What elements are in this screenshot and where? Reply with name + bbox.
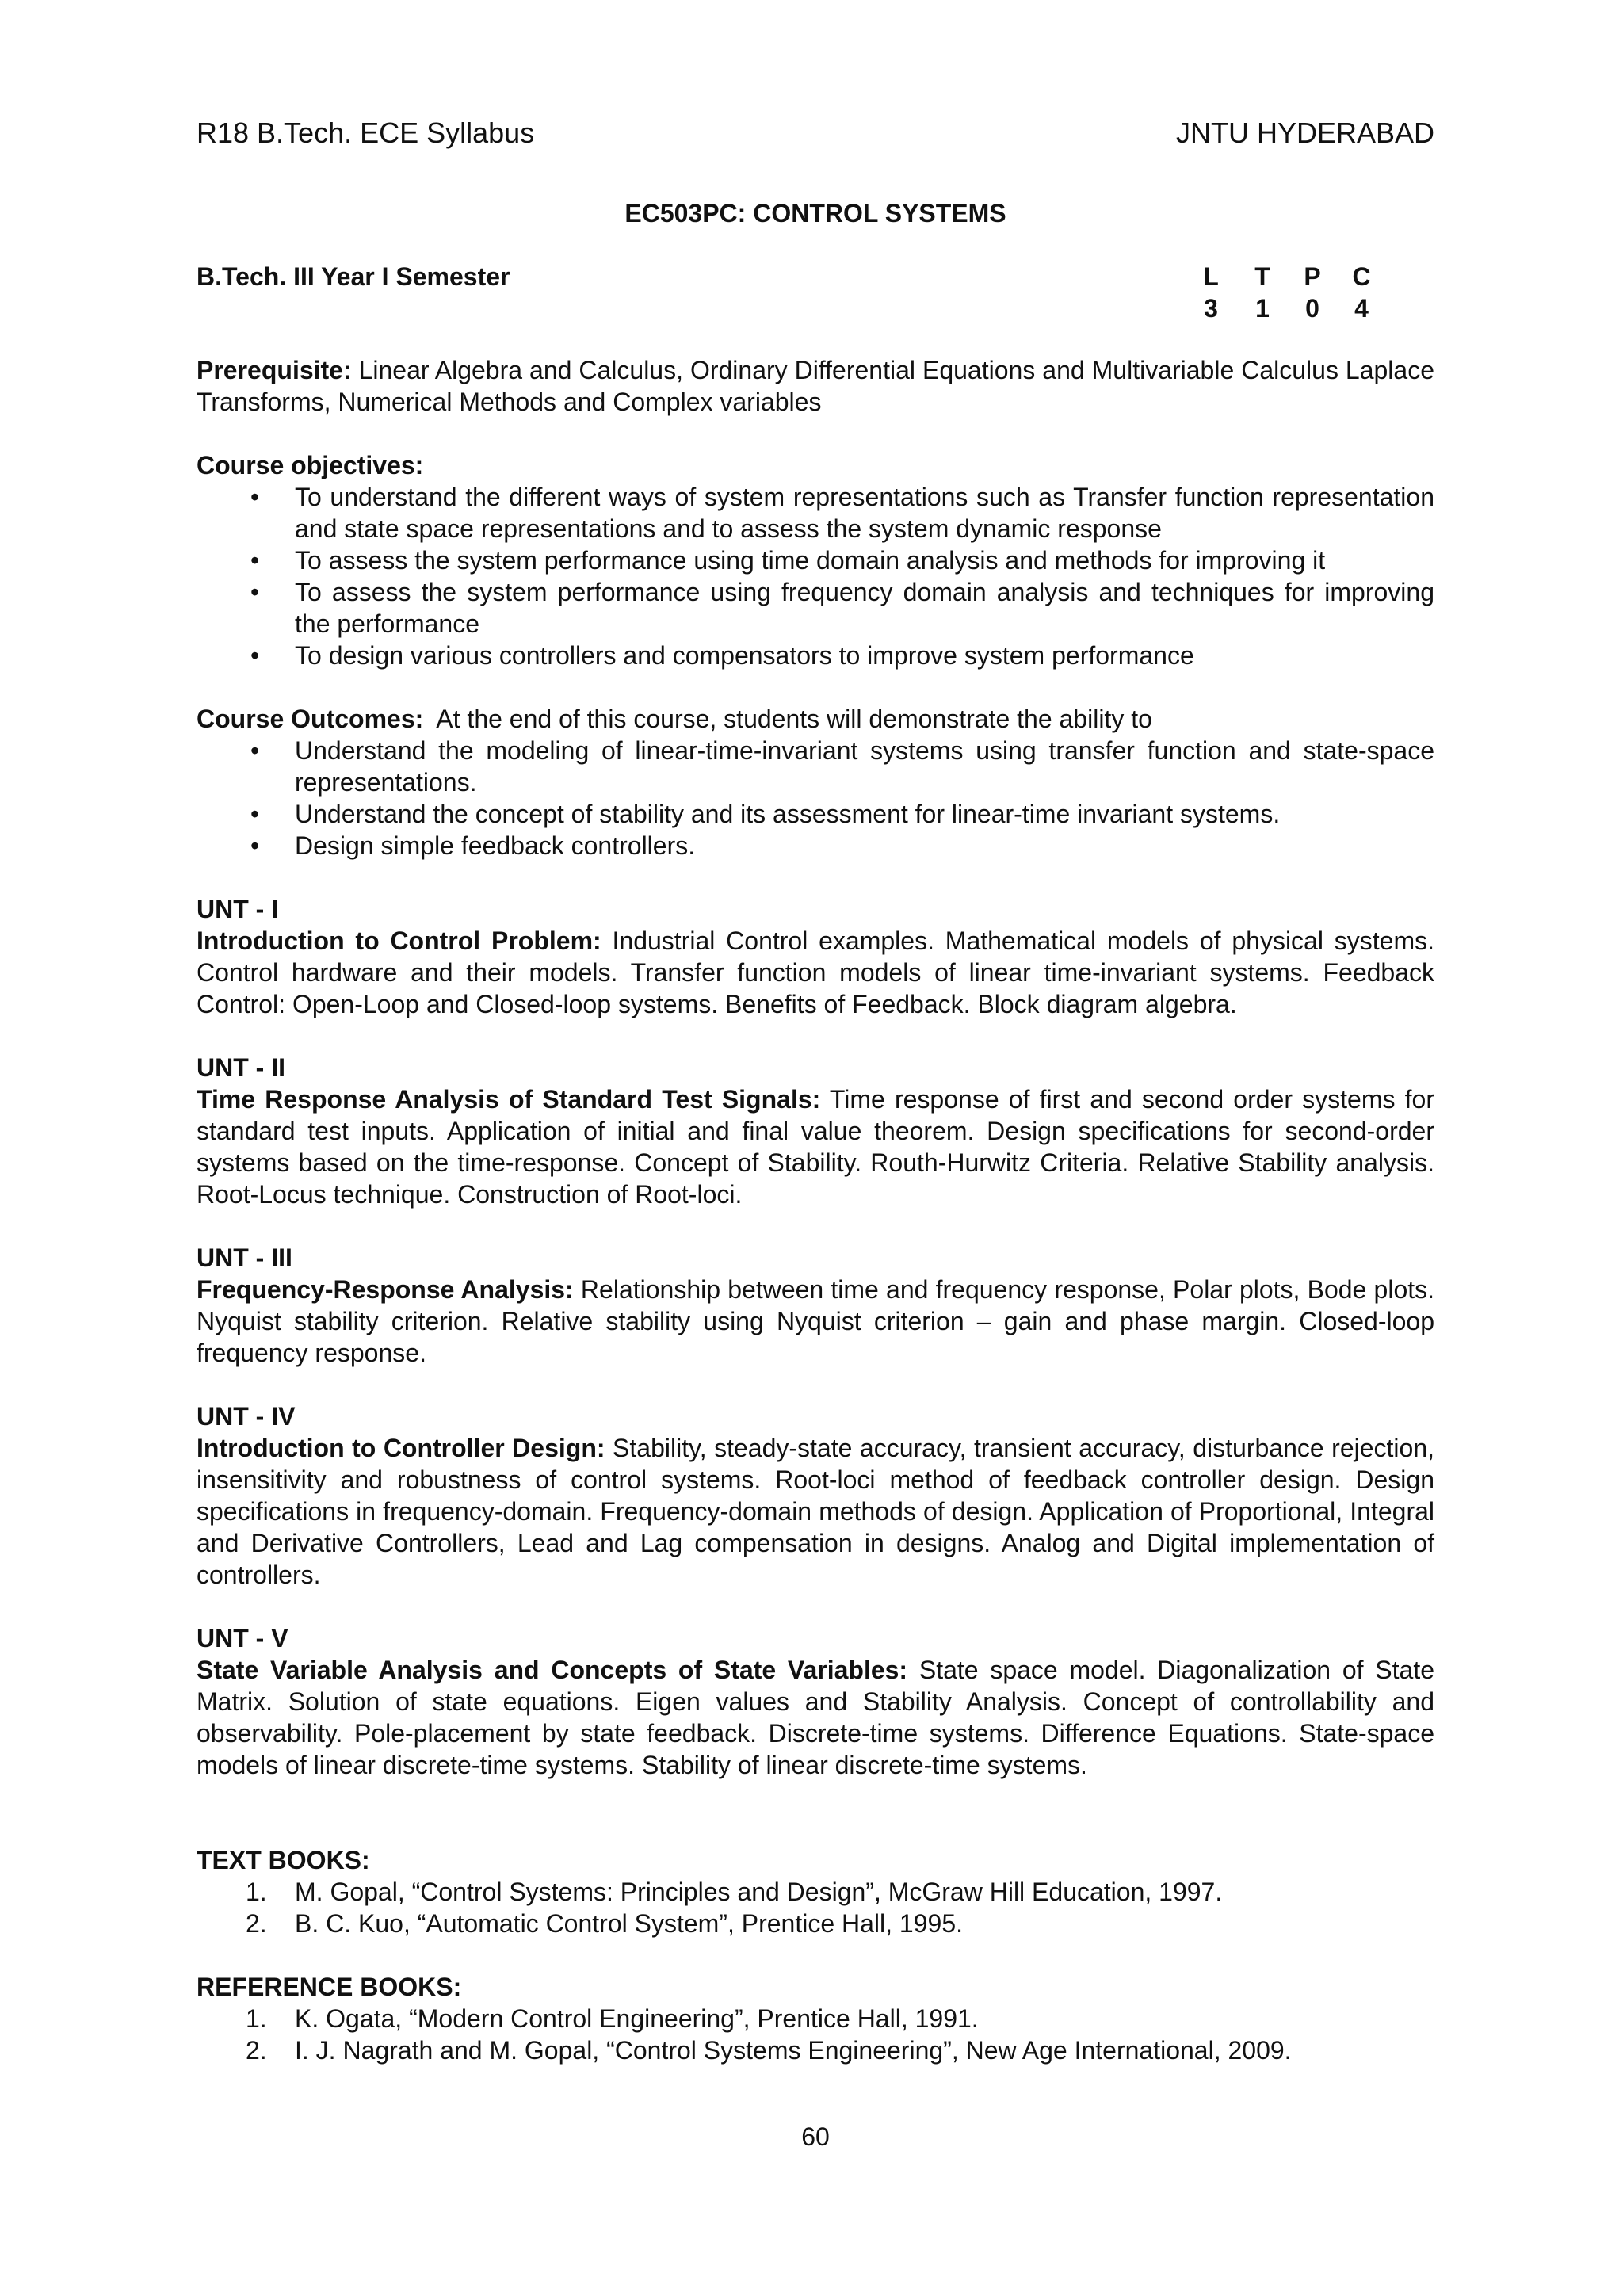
unit-1-text: Industrial Control examples. Mathematical models of physical systems. Control hardware and their models. Transfer function models of linear time-invariant systems. Feedback Control: Open-Loop and Closed-loop systems. Benefits of Feedback. Block diagram algebra.	[197, 926, 1435, 1018]
ltpc-value-c: 4	[1354, 294, 1369, 323]
outcomes-heading: Course Outcomes:	[197, 705, 424, 733]
objectives-list	[197, 481, 1434, 671]
reference-books-list	[197, 2003, 1434, 2066]
outcomes-list	[197, 735, 1434, 861]
unit-1-content	[197, 925, 1434, 1020]
list-item-text: I. J. Nagrath and M. Gopal, “Control Systems Engineering”, New Age International, 2009.	[295, 2036, 1292, 2065]
ltpc-label-l: L	[1203, 262, 1219, 291]
unit-5-topic: State Variable Analysis and Concepts of State Variables:	[197, 1656, 908, 1684]
outcomes-intro: At the end of this course, students will demonstrate the ability to	[436, 705, 1152, 733]
list-item-text: B. C. Kuo, “Automatic Control System”, Prentice Hall, 1995.	[295, 1909, 963, 1938]
list-item-text: M. Gopal, “Control Systems: Principles and Design”, McGraw Hill Education, 1997.	[295, 1878, 1223, 1906]
ltpc-table	[1195, 261, 1393, 324]
text-books-list	[197, 1876, 1434, 1939]
list-item-number: 2.	[246, 2036, 267, 2065]
unit-2-label: UNT - II	[197, 1053, 285, 1082]
unit-2-text: Time response of first and second order systems for standard test inputs. Application of initial and final value theorem. Design specifications for second-order systems based on the time-response. Concept of Stability. Routh-Hurwitz Criteria. Relative Stability analysis. Root-Locus technique. Construction of Root-loci.	[197, 1085, 1435, 1209]
ltpc-value-p: 0	[1305, 294, 1319, 323]
unit-2-topic: Time Response Analysis of Standard Test Signals:	[197, 1085, 821, 1114]
unit-1-topic: Introduction to Control Problem:	[197, 926, 601, 955]
text-books-heading: TEXT BOOKS:	[197, 1846, 370, 1874]
list-item	[197, 2034, 1434, 2066]
unit-3-label: UNT - III	[197, 1244, 292, 1272]
unit-2-content	[197, 1083, 1434, 1210]
list-item	[197, 1876, 1434, 1908]
list-item: • To design various controllers and compensators to improve system performance	[197, 640, 1434, 671]
unit-5-content	[197, 1654, 1434, 1781]
unit-3-topic: Frequency-Response Analysis:	[197, 1275, 574, 1304]
page-header	[197, 117, 1434, 155]
ltpc-values	[1195, 292, 1393, 324]
ltpc-labels	[1195, 261, 1393, 292]
prerequisite-text: Linear Algebra and Calculus, Ordinary Differential Equations and Multivariable Calculus Laplace Transforms, Numerical Methods and Complex variables	[197, 356, 1434, 416]
list-item: • Understand the modeling of linear-time-invariant systems using transfer function and state-space representations.	[197, 735, 1434, 798]
list-item-number: 1.	[246, 1878, 267, 1906]
header-syllabus-name: R18 B.Tech. ECE Syllabus	[197, 117, 535, 149]
unit-5-label: UNT - V	[197, 1624, 288, 1652]
list-item: • To understand the different ways of system representations such as Transfer function representation and state space representations and to assess the system dynamic response	[197, 481, 1434, 544]
ltpc-label-t: T	[1254, 262, 1270, 291]
list-item-text: K. Ogata, “Modern Control Engineering”, Prentice Hall, 1991.	[295, 2004, 979, 2033]
ltpc-value-l: 3	[1204, 294, 1218, 323]
unit-1-label: UNT - I	[197, 895, 279, 923]
unit-5-text: State space model. Diagonalization of State Matrix. Solution of state equations. Eigen values and Stability Analysis. Concept of controllability and observability. Pole-placement by state feedback. Discrete-time systems. Difference Equations. State-space models of linear discrete-time systems. Stability of linear discrete-time systems.	[197, 1656, 1435, 1779]
ltpc-label-c: C	[1352, 262, 1371, 291]
list-item: • Understand the concept of stability and its assessment for linear-time invariant systems.	[197, 798, 1434, 830]
unit-4-topic: Introduction to Controller Design:	[197, 1434, 605, 1462]
syllabus-body	[197, 354, 1434, 2066]
ltpc-label-p: P	[1304, 262, 1321, 291]
unit-3-content	[197, 1274, 1434, 1369]
ltpc-value-t: 1	[1255, 294, 1270, 323]
header-university: JNTU HYDERABAD	[1175, 117, 1434, 149]
outcomes-paragraph	[197, 703, 1434, 735]
course-title: EC503PC: CONTROL SYSTEMS	[624, 199, 1006, 227]
reference-books-heading: REFERENCE BOOKS:	[197, 1973, 462, 2001]
prerequisite-paragraph	[197, 354, 1434, 418]
list-item: • Design simple feedback controllers.	[197, 830, 1434, 861]
list-item: • To assess the system performance using frequency domain analysis and techniques for improving the performance	[197, 576, 1434, 640]
unit-4-content	[197, 1432, 1434, 1591]
prerequisite-label: Prerequisite:	[197, 356, 352, 384]
unit-4-label: UNT - IV	[197, 1402, 296, 1431]
semester-label: B.Tech. III Year I Semester	[197, 262, 510, 291]
list-item	[197, 2003, 1434, 2034]
objectives-heading: Course objectives:	[197, 451, 424, 479]
unit-4-text: Stability, steady-state accuracy, transient accuracy, disturbance rejection, insensitivity and robustness of control systems. Root-loci method of feedback controller design. Design specifications in frequency-domain. Frequency-domain methods of design. Application of Proportional, Integral and Derivative Controllers, Lead and Lag compensation in designs. Analog and Digital implementation of controllers.	[197, 1434, 1435, 1589]
page-number: 60	[801, 2122, 830, 2151]
unit-3-text: Relationship between time and frequency response, Polar plots, Bode plots. Nyquist stability criterion. Relative stability using Nyquist criterion – gain and phase margin. Closed-loop frequency response.	[197, 1275, 1435, 1367]
list-item-number: 2.	[246, 1909, 267, 1938]
list-item-number: 1.	[246, 2004, 267, 2033]
list-item	[197, 1908, 1434, 1939]
list-item: • To assess the system performance using time domain analysis and methods for improving it	[197, 544, 1434, 576]
